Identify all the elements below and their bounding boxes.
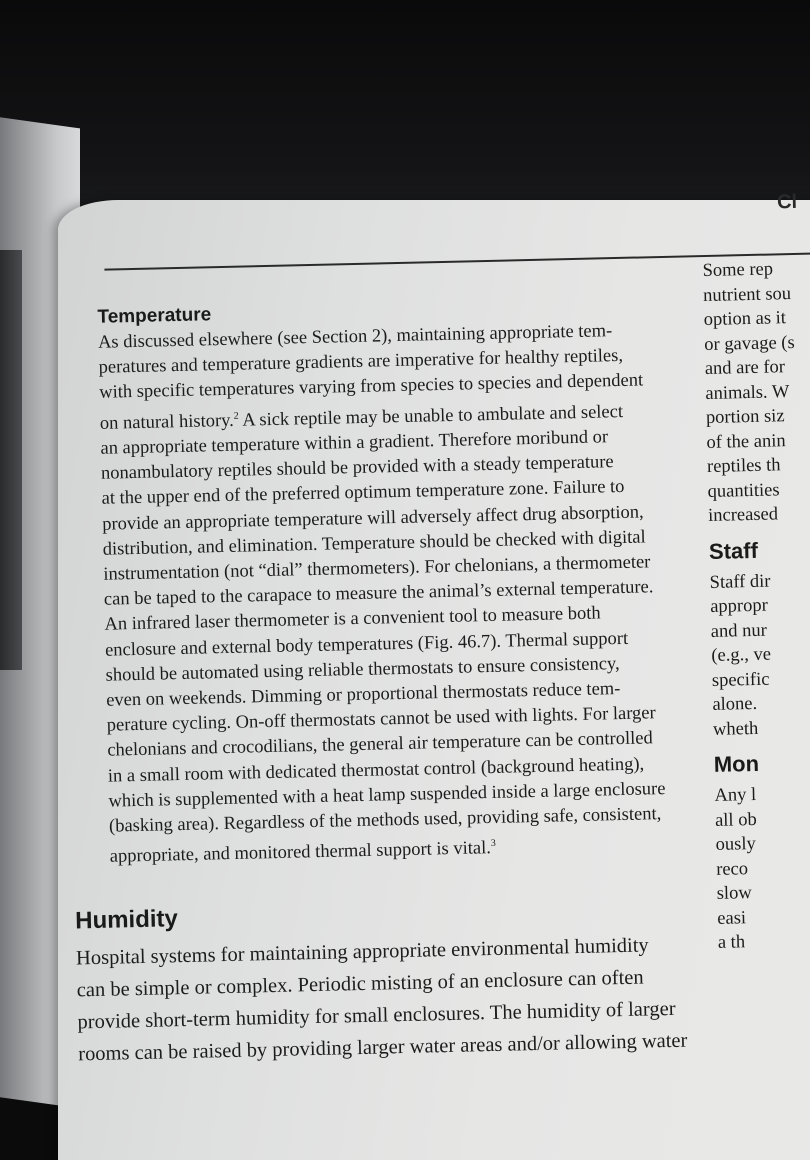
text-line: instrumentation (not “dial” thermometers). For chelonians, a thermometer bbox=[103, 552, 651, 585]
humidity-section bbox=[76, 927, 759, 1070]
text-line: Hospital systems for maintaining appropriate environmental humidity bbox=[75, 934, 649, 970]
text-line: should be automated using reliable thermostats to ensure consistency, bbox=[105, 653, 620, 686]
text-line: Any l bbox=[714, 784, 757, 806]
text-line: (basking area). Regardless of the methods used, providing safe, consistent, bbox=[108, 804, 662, 837]
humidity-heading: Humidity bbox=[74, 905, 179, 935]
text-line: slow bbox=[716, 883, 752, 904]
text-line: perature cycling. On-off thermostats cannot be used with lights. For larger bbox=[106, 703, 656, 736]
text-line: all ob bbox=[714, 809, 757, 831]
text-line: animals. W bbox=[705, 381, 790, 404]
temperature-heading: Temperature bbox=[97, 304, 212, 328]
text-line: enclosure and external body temperatures (Fig. 46.7). Thermal support bbox=[104, 628, 629, 661]
text-line: distribution, and elimination. Temperature should be checked with digital bbox=[102, 527, 646, 560]
text-line: a th bbox=[717, 932, 746, 953]
text-line: can be simple or complex. Periodic misting of an enclosure can often bbox=[76, 966, 644, 1002]
text-line: reptiles th bbox=[706, 455, 781, 477]
text-fragment: appropriate, and monitored thermal support is vital. bbox=[109, 838, 492, 868]
temperature-section bbox=[97, 293, 710, 870]
text-line: rooms can be raised by providing larger water areas and/or allowing water bbox=[77, 1029, 688, 1066]
text-line: An infrared laser thermometer is a convenient tool to measure both bbox=[104, 603, 601, 636]
footnote-ref: 2 bbox=[233, 410, 239, 422]
text-line: (e.g., ve bbox=[711, 644, 772, 666]
right-column bbox=[702, 256, 810, 955]
text-line: portion siz bbox=[705, 406, 785, 429]
text-line: reco bbox=[715, 858, 749, 880]
text-line: at the upper end of the preferred optimum temperature zone. Failure to bbox=[101, 477, 625, 510]
text-line: an appropriate temperature within a gradient. Therefore moribund or bbox=[100, 427, 609, 459]
text-fragment: on natural history. bbox=[99, 410, 235, 434]
text-line: quantities bbox=[707, 479, 780, 502]
text-line: nonambulatory reptiles should be provided with a steady temperature bbox=[100, 452, 614, 484]
text-line: chelonians and crocodilians, the general air temperature can be controlled bbox=[107, 728, 653, 762]
text-line: even on weekends. Dimming or proportional thermostats reduce tem- bbox=[105, 679, 621, 711]
text-line: provide an appropriate temperature will adversely affect drug absorption, bbox=[101, 502, 644, 535]
footnote-ref: 3 bbox=[490, 838, 496, 850]
text-line: wheth bbox=[712, 718, 759, 740]
running-head: Cl bbox=[776, 190, 798, 214]
text-line: which is supplemented with a heat lamp suspended inside a large enclosure bbox=[108, 778, 666, 812]
text-line: appropr bbox=[710, 595, 768, 617]
text-line: ously bbox=[715, 833, 756, 855]
text-line: and nur bbox=[710, 620, 768, 642]
text-fragment: A sick reptile may be unable to ambulate and select bbox=[238, 401, 624, 431]
text-line: can be taped to the carapace to measure the animal’s external temperature. bbox=[103, 577, 654, 610]
text-line: provide short-term humidity for small enclosures. The humidity of larger bbox=[77, 997, 676, 1034]
text-line: easi bbox=[717, 907, 747, 929]
text-line: nutrient sou bbox=[702, 283, 792, 306]
monitoring-heading: Mon bbox=[713, 750, 760, 777]
text-line: Staff dir bbox=[709, 571, 771, 593]
text-line: increased bbox=[707, 504, 779, 526]
text-line: with specific temperatures varying from species to species and dependent bbox=[99, 370, 644, 404]
text-line: Some rep bbox=[702, 259, 774, 282]
staff-heading: Staff bbox=[708, 537, 759, 564]
text-line: alone. bbox=[712, 693, 758, 715]
text-line: peratures and temperature gradients are imperative for healthy reptiles, bbox=[98, 346, 624, 378]
text-line: and are for bbox=[704, 357, 786, 380]
text-line: specific bbox=[711, 669, 770, 691]
text-line: As discussed elsewhere (see Section 2), maintaining appropriate tem- bbox=[97, 321, 613, 353]
text-line: in a small room with dedicated thermostat control (background heating), bbox=[107, 754, 645, 787]
text-line: of the anin bbox=[706, 430, 786, 453]
text-line: or gavage (s bbox=[704, 332, 795, 355]
text-line: option as it bbox=[703, 308, 787, 331]
